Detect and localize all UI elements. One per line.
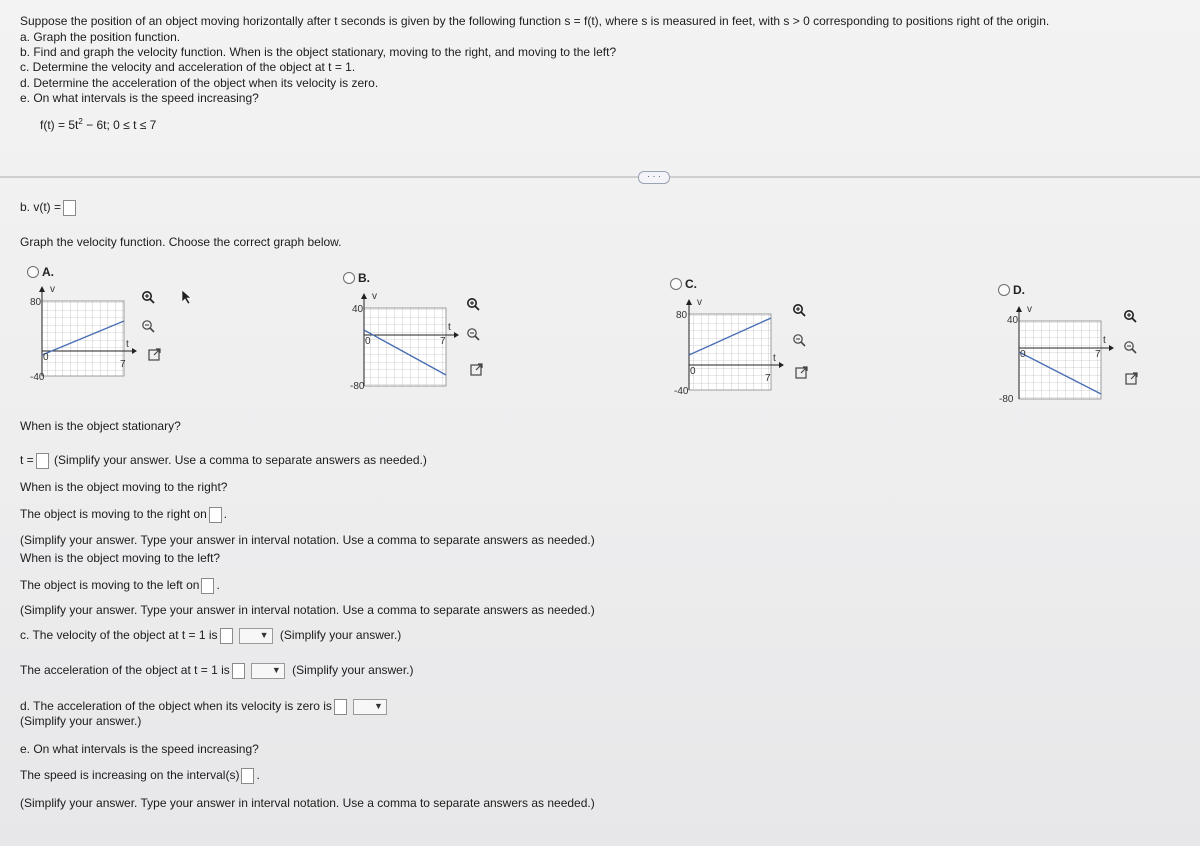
option-a-tmax-label: 7 (120, 359, 126, 370)
stationary-answer-box[interactable] (36, 453, 49, 469)
option-b-t-arrow (454, 332, 459, 338)
velocity-label: b. v(t) = (20, 200, 62, 215)
moving-left-answer-box[interactable] (201, 578, 214, 594)
part-e-period: . (256, 768, 260, 783)
option-a-zero-label: 0 (43, 352, 49, 363)
option-a-popout-icon[interactable] (146, 346, 162, 362)
stationary-row (20, 453, 427, 469)
option-c-t-axis-label: t (773, 353, 776, 364)
option-a-v-axis-label: v (50, 284, 55, 295)
option-c-graph[interactable] (656, 293, 786, 401)
option-c-ytick-top: 80 (676, 310, 688, 321)
option-a-zoom-out-icon[interactable] (140, 318, 156, 334)
velocity-at-1-hint: (Simplify your answer.) (279, 628, 402, 643)
option-d-ytick-bottom: -80 (999, 394, 1014, 405)
option-b-grid (364, 308, 446, 386)
velocity-at-1-label: c. The velocity of the object at t = 1 is (20, 628, 218, 643)
moving-left-statement: The object is moving to the left on (20, 578, 200, 593)
option-d-radio[interactable] (998, 284, 1010, 296)
problem-part-e: e. On what intervals is the speed increasing? (20, 91, 259, 105)
option-c-zoom-in-icon[interactable] (791, 302, 807, 318)
function-suffix: − 6t; 0 ≤ t ≤ 7 (82, 118, 157, 132)
option-c-radio[interactable] (670, 278, 682, 290)
acceleration-at-1-hint: (Simplify your answer.) (292, 663, 414, 678)
stationary-question: When is the object stationary? (20, 419, 181, 433)
option-d-zoom-out-icon[interactable] (1122, 339, 1138, 355)
option-d-graph[interactable] (985, 300, 1115, 408)
option-a-label: A. (42, 265, 54, 279)
option-c-v-arrow (686, 299, 692, 305)
moving-left-hint: (Simplify your answer. Type your answer in interval notation. Use a comma to separate answers as needed.) (20, 603, 595, 617)
option-b-zoom-out-icon[interactable] (465, 326, 481, 342)
option-d-v-axis-label: v (1027, 304, 1032, 315)
option-a-zoom-in-icon[interactable] (140, 289, 156, 305)
acceleration-at-1-row (20, 663, 414, 679)
problem-part-b: b. Find and graph the velocity function. When is the object stationary, moving to the right, and moving to the left? (20, 45, 617, 59)
option-d-label: D. (1013, 283, 1025, 297)
acceleration-units-dropdown[interactable] (251, 663, 285, 679)
part-d-units-dropdown[interactable] (353, 699, 387, 715)
option-b-zoom-in-icon[interactable] (465, 296, 481, 312)
problem-intro: Suppose the position of an object moving horizontally after t seconds is given by the following function s = f(t), where s is measured in feet, with s > 0 corresponding to positions right of the origin. (20, 14, 1050, 28)
acceleration-at-1-label: The acceleration of the object at t = 1 is (20, 663, 230, 678)
stationary-prefix: t = (20, 453, 34, 468)
function-exponent: 2 (78, 117, 83, 126)
velocity-input-row (20, 200, 78, 216)
part-e-question: e. On what intervals is the speed increasing? (20, 742, 259, 756)
moving-right-answer-box[interactable] (209, 507, 222, 523)
option-d-ytick-top: 40 (1007, 315, 1019, 326)
velocity-answer-box[interactable] (63, 200, 76, 216)
part-e-row (20, 768, 260, 784)
option-b-radio[interactable] (343, 272, 355, 284)
option-c-label: C. (685, 277, 697, 291)
option-c-zero-label: 0 (690, 366, 696, 377)
acceleration-at-1-answer-box[interactable] (232, 663, 245, 679)
moving-right-row (20, 507, 227, 523)
option-d-v-arrow (1016, 306, 1022, 312)
stationary-hint: (Simplify your answer. Use a comma to separate answers as needed.) (54, 453, 427, 468)
option-a-t-arrow (132, 348, 137, 354)
option-d-tmax-label: 7 (1095, 349, 1101, 360)
option-a-ytick-top: 80 (30, 297, 42, 308)
option-d-popout-icon[interactable] (1123, 370, 1139, 386)
part-d-label: d. The acceleration of the object when its velocity is zero is (20, 699, 332, 714)
option-b-v-axis-label: v (372, 291, 377, 302)
option-d-zoom-in-icon[interactable] (1122, 308, 1138, 324)
function-prefix: f(t) = 5t (40, 118, 79, 132)
function-definition (40, 117, 156, 132)
option-b-ytick-bottom: -80 (350, 381, 365, 392)
velocity-at-1-answer-box[interactable] (220, 628, 233, 644)
option-d-zero-label: 0 (1020, 349, 1026, 360)
option-b-ytick-top: 40 (352, 304, 364, 315)
option-a-graph[interactable] (10, 280, 140, 388)
moving-left-row (20, 578, 220, 594)
part-d-hint: (Simplify your answer.) (20, 714, 142, 728)
problem-part-c: c. Determine the velocity and acceleration of the object at t = 1. (20, 60, 356, 74)
option-b-popout-icon[interactable] (468, 361, 484, 377)
moving-right-statement: The object is moving to the right on (20, 507, 207, 522)
option-c-v-axis-label: v (697, 297, 702, 308)
velocity-at-1-row (20, 628, 401, 644)
moving-left-question: When is the object moving to the left? (20, 551, 221, 565)
option-d-t-arrow (1109, 345, 1114, 351)
option-c-popout-icon[interactable] (793, 364, 809, 380)
moving-right-question: When is the object moving to the right? (20, 480, 228, 494)
option-b-tmax-label: 7 (440, 336, 446, 347)
velocity-units-dropdown[interactable] (239, 628, 273, 644)
option-b-graph[interactable] (330, 287, 460, 395)
part-d-row (20, 699, 387, 715)
option-c-t-arrow (779, 362, 784, 368)
option-a-t-axis-label: t (126, 339, 129, 350)
part-e-statement: The speed is increasing on the interval(s) (20, 768, 240, 783)
option-b-t-axis-label: t (448, 322, 451, 333)
option-b-label: B. (358, 271, 370, 285)
option-d-t-axis-label: t (1103, 335, 1106, 346)
mouse-cursor-icon (178, 289, 194, 305)
part-d-answer-box[interactable] (334, 699, 347, 715)
graph-prompt: Graph the velocity function. Choose the correct graph below. (20, 235, 342, 249)
part-e-hint: (Simplify your answer. Type your answer in interval notation. Use a comma to separate answers as needed.) (20, 796, 595, 810)
moving-right-period: . (223, 507, 228, 522)
option-c-tmax-label: 7 (765, 373, 771, 384)
option-a-radio[interactable] (27, 266, 39, 278)
option-c-ytick-bottom: -40 (674, 386, 689, 397)
problem-part-d: d. Determine the acceleration of the object when its velocity is zero. (20, 76, 379, 90)
option-c-grid (689, 314, 771, 390)
section-divider (0, 176, 1200, 178)
option-a-v-arrow (39, 286, 45, 292)
more-button[interactable]: · · · (638, 171, 670, 184)
part-e-answer-box[interactable] (241, 768, 254, 784)
moving-right-hint: (Simplify your answer. Type your answer in interval notation. Use a comma to separate answers as needed.) (20, 533, 595, 547)
option-c-zoom-out-icon[interactable] (791, 332, 807, 348)
option-b-v-arrow (361, 293, 367, 299)
problem-part-a: a. Graph the position function. (20, 30, 181, 44)
moving-left-period: . (216, 578, 220, 593)
option-a-ytick-bottom: -40 (30, 372, 45, 383)
option-b-zero-label: 0 (365, 336, 371, 347)
